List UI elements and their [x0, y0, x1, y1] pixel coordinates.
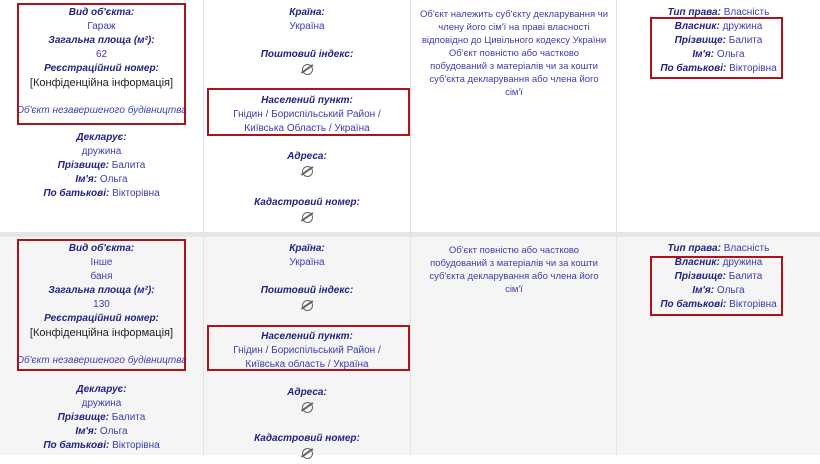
- declarant-label: Декларує:: [76, 384, 127, 395]
- object-type-value: Інше: [90, 257, 113, 268]
- right-type-value: Власність: [723, 7, 770, 18]
- reg-number-value: [Конфіденційна інформація]: [29, 77, 174, 89]
- owner-label: Власник:: [674, 257, 720, 268]
- cadastral-label: Кадастровий номер:: [254, 433, 360, 444]
- area-value: 62: [95, 49, 108, 60]
- surname-label: Прізвище:: [674, 271, 726, 282]
- object-status: Об'єкт незавершеного будівництва: [16, 355, 187, 366]
- owner-label: Власник:: [674, 21, 720, 32]
- owner-value: дружина: [722, 21, 763, 32]
- country-value: Україна: [289, 257, 325, 268]
- settlement-value: Гнідин / Бориспільський Район / Київська Область / Україна: [233, 109, 381, 134]
- declarant-label: Декларує:: [76, 132, 127, 143]
- name-label: Ім'я:: [75, 174, 98, 185]
- area-label: Загальна площа (м²):: [48, 285, 155, 296]
- surname-value: Балита: [728, 35, 763, 46]
- ownership-note: Об'єкт повністю або частково побудований з матеріалів чи за кошти суб'єкта декларування або члена його сім'ї: [429, 245, 599, 295]
- declarant-value: дружина: [81, 398, 122, 409]
- object-type-detail: баня: [90, 271, 113, 282]
- eye-slash-icon: [302, 448, 313, 459]
- surname-value: Балита: [728, 271, 763, 282]
- highlight-box: [207, 88, 410, 136]
- surname-value: Балита: [111, 160, 146, 171]
- right-type-label: Тип права:: [667, 243, 721, 254]
- reg-number-label: Реєстраційний номер:: [44, 63, 159, 74]
- patronymic-label: По батькові:: [660, 63, 727, 74]
- patronymic-label: По батькові:: [660, 299, 727, 310]
- patronymic-value: Вікторівна: [112, 188, 160, 199]
- eye-slash-icon: [302, 212, 313, 223]
- country-label: Країна:: [289, 243, 325, 254]
- declarant-cell: [0, 131, 203, 201]
- highlight-box: [17, 3, 186, 125]
- highlight-box: [650, 17, 783, 79]
- settlement-label: Населений пункт:: [261, 95, 353, 106]
- ownership-note: Об'єкт належить суб'єкту декларування чи члену його сім'ї на праві власності відповідно до Цивільного кодексу України Об'єкт повністю або частково побудований з матеріалів чи за кошти суб'єкта декларування або члена його сім'ї: [420, 9, 609, 98]
- object-type-value: Гараж: [87, 21, 116, 32]
- area-label: Загальна площа (м²):: [48, 35, 155, 46]
- name-label: Ім'я:: [692, 49, 715, 60]
- address-label: Адреса:: [287, 387, 327, 398]
- patronymic-label: По батькові:: [43, 440, 110, 451]
- eye-slash-icon: [302, 402, 313, 413]
- declarant-cell: [0, 383, 203, 453]
- object-status: Об'єкт незавершеного будівництва: [16, 105, 187, 116]
- postal-code-label: Поштовий індекс:: [260, 285, 354, 296]
- eye-slash-icon: [302, 166, 313, 177]
- surname-label: Прізвище:: [57, 412, 109, 423]
- country-value: Україна: [289, 21, 325, 32]
- object-type-label: Вид об'єкта:: [68, 243, 135, 254]
- highlight-box: [207, 325, 410, 371]
- address-label: Адреса:: [287, 151, 327, 162]
- name-value: Ольга: [99, 426, 128, 437]
- right-type-value: Власність: [723, 243, 770, 254]
- cadastral-label: Кадастровий номер:: [254, 197, 360, 208]
- name-label: Ім'я:: [692, 285, 715, 296]
- name-value: Ольга: [716, 49, 745, 60]
- patronymic-value: Вікторівна: [729, 299, 777, 310]
- column-divider: [410, 0, 411, 455]
- settlement-value: Гнідин / Бориспільський Район / Київська область / Україна: [233, 345, 381, 370]
- owner-value: дружина: [722, 257, 763, 268]
- object-type-label: Вид об'єкта:: [68, 7, 135, 18]
- surname-value: Балита: [111, 412, 146, 423]
- surname-label: Прізвище:: [674, 35, 726, 46]
- name-value: Ольга: [99, 174, 128, 185]
- highlight-box: [17, 239, 186, 371]
- name-label: Ім'я:: [75, 426, 98, 437]
- reg-number-value: [Конфіденційна інформація]: [29, 327, 174, 339]
- declarant-value: дружина: [81, 146, 122, 157]
- eye-slash-icon: [302, 64, 313, 75]
- highlight-box: [650, 256, 783, 316]
- eye-slash-icon: [302, 300, 313, 311]
- reg-number-label: Реєстраційний номер:: [44, 313, 159, 324]
- name-value: Ольга: [716, 285, 745, 296]
- patronymic-label: По батькові:: [43, 188, 110, 199]
- patronymic-value: Вікторівна: [729, 63, 777, 74]
- country-label: Країна:: [289, 7, 325, 18]
- postal-code-label: Поштовий індекс:: [260, 49, 354, 60]
- patronymic-value: Вікторівна: [112, 440, 160, 451]
- surname-label: Прізвище:: [57, 160, 109, 171]
- right-type-label: Тип права:: [667, 7, 721, 18]
- area-value: 130: [93, 299, 110, 310]
- settlement-label: Населений пункт:: [261, 331, 353, 342]
